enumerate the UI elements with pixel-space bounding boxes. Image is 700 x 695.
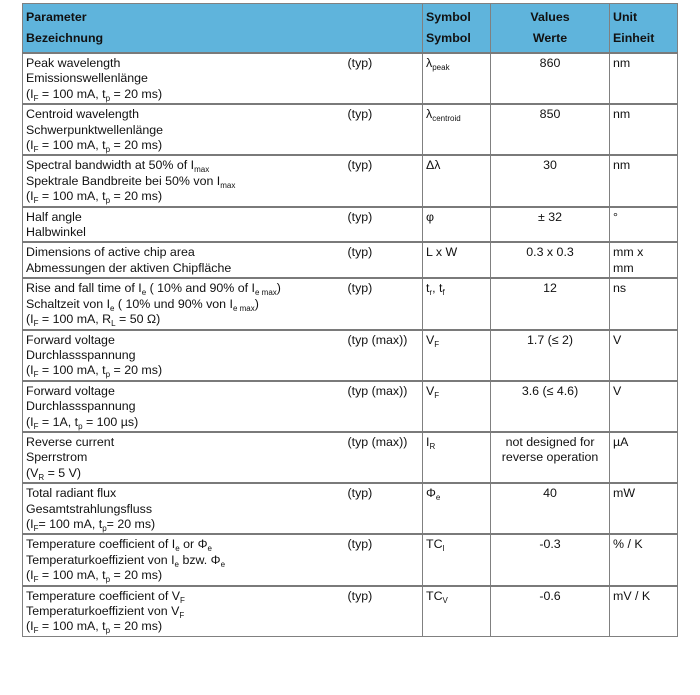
value-cell: -0.3 — [491, 534, 610, 585]
parameter-cell — [23, 242, 345, 278]
parameter-en: Forward voltage — [26, 383, 115, 398]
test-condition: ($I_F = 1A$, $t_p = 100$ µs) — [26, 414, 139, 431]
value-cell: 3.6 (≤ 4.6) — [491, 381, 610, 432]
unit-cell: µA — [610, 432, 678, 483]
symbol-cell: $I_R$ — [423, 432, 491, 483]
parameter-cell — [23, 586, 345, 637]
value-cell: 1.7 (≤ 2) — [491, 330, 610, 381]
type-cell: (typ) — [345, 104, 423, 155]
type-cell: (typ) — [345, 278, 423, 329]
unit-cell: % / K — [610, 534, 678, 585]
parameter-de: Abmessungen der aktiven Chipfläche — [26, 260, 232, 275]
value-cell: 850 — [491, 104, 610, 155]
table-row — [23, 381, 678, 432]
test-condition: ($I_F = 100$ mA, $t_p = 20$ ms) — [26, 189, 163, 206]
test-condition: ($I_F = 100$ mA, $t_p = 20$ ms) — [26, 363, 163, 380]
type-cell: (typ) — [345, 53, 423, 104]
value-cell: not designed for reverse operation — [491, 432, 610, 483]
value-cell: ± 32 — [491, 207, 610, 243]
table-row — [23, 104, 678, 155]
parameter-de: Schaltzeit von $I_e$ ( 10% und 90% von $I_{e max}$) — [26, 296, 259, 313]
symbol-cell: Δλ — [423, 155, 491, 206]
symbol-cell: $\Phi_e$ — [423, 483, 491, 534]
test-condition: ($I_F= 100$ mA, $t_p= 20$ ms) — [26, 516, 156, 533]
parameter-cell — [23, 330, 345, 381]
header-unit: Unit Einheit — [610, 4, 678, 54]
symbol-cell: $V_F$ — [423, 330, 491, 381]
parameter-cell — [23, 534, 345, 585]
parameter-cell — [23, 381, 345, 432]
parameter-de: Durchlassspannung — [26, 347, 136, 362]
symbol-cell: $TC_V$ — [423, 586, 491, 637]
type-cell: (typ) — [345, 534, 423, 585]
parameter-cell — [23, 207, 345, 243]
parameter-cell — [23, 432, 345, 483]
symbol-cell: $V_F$ — [423, 381, 491, 432]
unit-cell: mV / K — [610, 586, 678, 637]
test-condition: ($I_F = 100$ mA, $R_L = 50$ Ω) — [26, 312, 161, 329]
type-cell: (typ) — [345, 207, 423, 243]
value-cell: 0.3 x 0.3 — [491, 242, 610, 278]
type-cell: (typ (max)) — [345, 330, 423, 381]
header-values: Values Werte — [491, 4, 610, 54]
parameter-de: Durchlassspannung — [26, 399, 136, 414]
table-row — [23, 242, 678, 278]
header-symbol: Symbol Symbol — [423, 4, 491, 54]
parameter-cell — [23, 53, 345, 104]
table-row — [23, 330, 678, 381]
parameter-cell — [23, 483, 345, 534]
value-cell: 30 — [491, 155, 610, 206]
parameter-cell — [23, 104, 345, 155]
value-cell: -0.6 — [491, 586, 610, 637]
symbol-cell: φ — [423, 207, 491, 243]
value-cell: 12 — [491, 278, 610, 329]
unit-cell: mm x mm — [610, 242, 678, 278]
parameter-en: Centroid wavelength — [26, 107, 139, 122]
parameter-en: Dimensions of active chip area — [26, 245, 195, 260]
unit-cell: nm — [610, 155, 678, 206]
parameter-en: Rise and fall time of $I_e$ ( 10% and 90% of $I_{e max}$) — [26, 281, 281, 298]
unit-cell: V — [610, 330, 678, 381]
table-row — [23, 534, 678, 585]
test-condition: ($I_F = 100$ mA, $t_p = 20$ ms) — [26, 138, 163, 155]
test-condition: ($I_F = 100$ mA, $t_p = 20$ ms) — [26, 619, 163, 636]
unit-cell: nm — [610, 104, 678, 155]
table-row — [23, 586, 678, 637]
header-parameter: Parameter Bezeichnung — [23, 4, 423, 54]
test-condition: ($V_R = 5$ V) — [26, 465, 82, 482]
type-cell: (typ) — [345, 155, 423, 206]
parameter-cell — [23, 278, 345, 329]
unit-cell: ns — [610, 278, 678, 329]
value-cell: 860 — [491, 53, 610, 104]
table-row — [23, 483, 678, 534]
type-cell: (typ) — [345, 242, 423, 278]
table-row — [23, 207, 678, 243]
table-header — [23, 4, 678, 54]
parameter-de: Sperrstrom — [26, 450, 88, 465]
parameter-cell — [23, 155, 345, 206]
type-cell: (typ (max)) — [345, 381, 423, 432]
type-cell: (typ) — [345, 483, 423, 534]
symbol-cell: $\lambda_{centroid}$ — [423, 104, 491, 155]
table-row — [23, 53, 678, 104]
parameter-en: Spectral bandwidth at 50% of $I_{max}$ — [26, 158, 210, 175]
parameter-de: Temperaturkoeffizient von $I_e$ bzw. $\Phi_e$ — [26, 552, 226, 569]
test-condition: ($I_F = 100$ mA, $t_p = 20$ ms) — [26, 86, 163, 103]
parameter-de: Spektrale Bandbreite bei 50% von $I_{max}$ — [26, 173, 236, 190]
type-cell: (typ (max)) — [345, 432, 423, 483]
table-row — [23, 278, 678, 329]
parameter-en: Temperature coefficient of $V_F$ — [26, 588, 185, 605]
parameter-en: Total radiant flux — [26, 486, 117, 501]
parameter-en: Peak wavelength — [26, 56, 121, 70]
unit-cell: ° — [610, 207, 678, 243]
parameter-de: Gesamtstrahlungsfluss — [26, 501, 153, 516]
parameter-en: Forward voltage — [26, 332, 115, 347]
unit-cell: V — [610, 381, 678, 432]
characteristics-table — [22, 3, 678, 637]
parameter-de: Halbwinkel — [26, 225, 86, 240]
parameter-de: Temperaturkoeffizient von $V_F$ — [26, 604, 185, 620]
value-cell: 40 — [491, 483, 610, 534]
parameter-en: Reverse current — [26, 434, 115, 449]
parameter-en: Temperature coefficient of $I_e$ or $\Phi_e$ — [26, 537, 212, 554]
symbol-cell: $\lambda_{peak}$ — [423, 53, 491, 104]
unit-cell: nm — [610, 53, 678, 104]
symbol-cell: $TC_I$ — [423, 534, 491, 585]
type-cell: (typ) — [345, 586, 423, 637]
table-body — [23, 53, 678, 636]
parameter-de: Schwerpunktwellenlänge — [26, 122, 164, 137]
parameter-en: Half angle — [26, 209, 82, 224]
symbol-cell: L x W — [423, 242, 491, 278]
symbol-cell: $t_r$, $t_f$ — [423, 278, 491, 329]
test-condition: ($I_F = 100$ mA, $t_p = 20$ ms) — [26, 568, 163, 585]
table-row — [23, 432, 678, 483]
unit-cell: mW — [610, 483, 678, 534]
table-row — [23, 155, 678, 206]
parameter-de: Emissionswellenlänge — [26, 71, 148, 86]
